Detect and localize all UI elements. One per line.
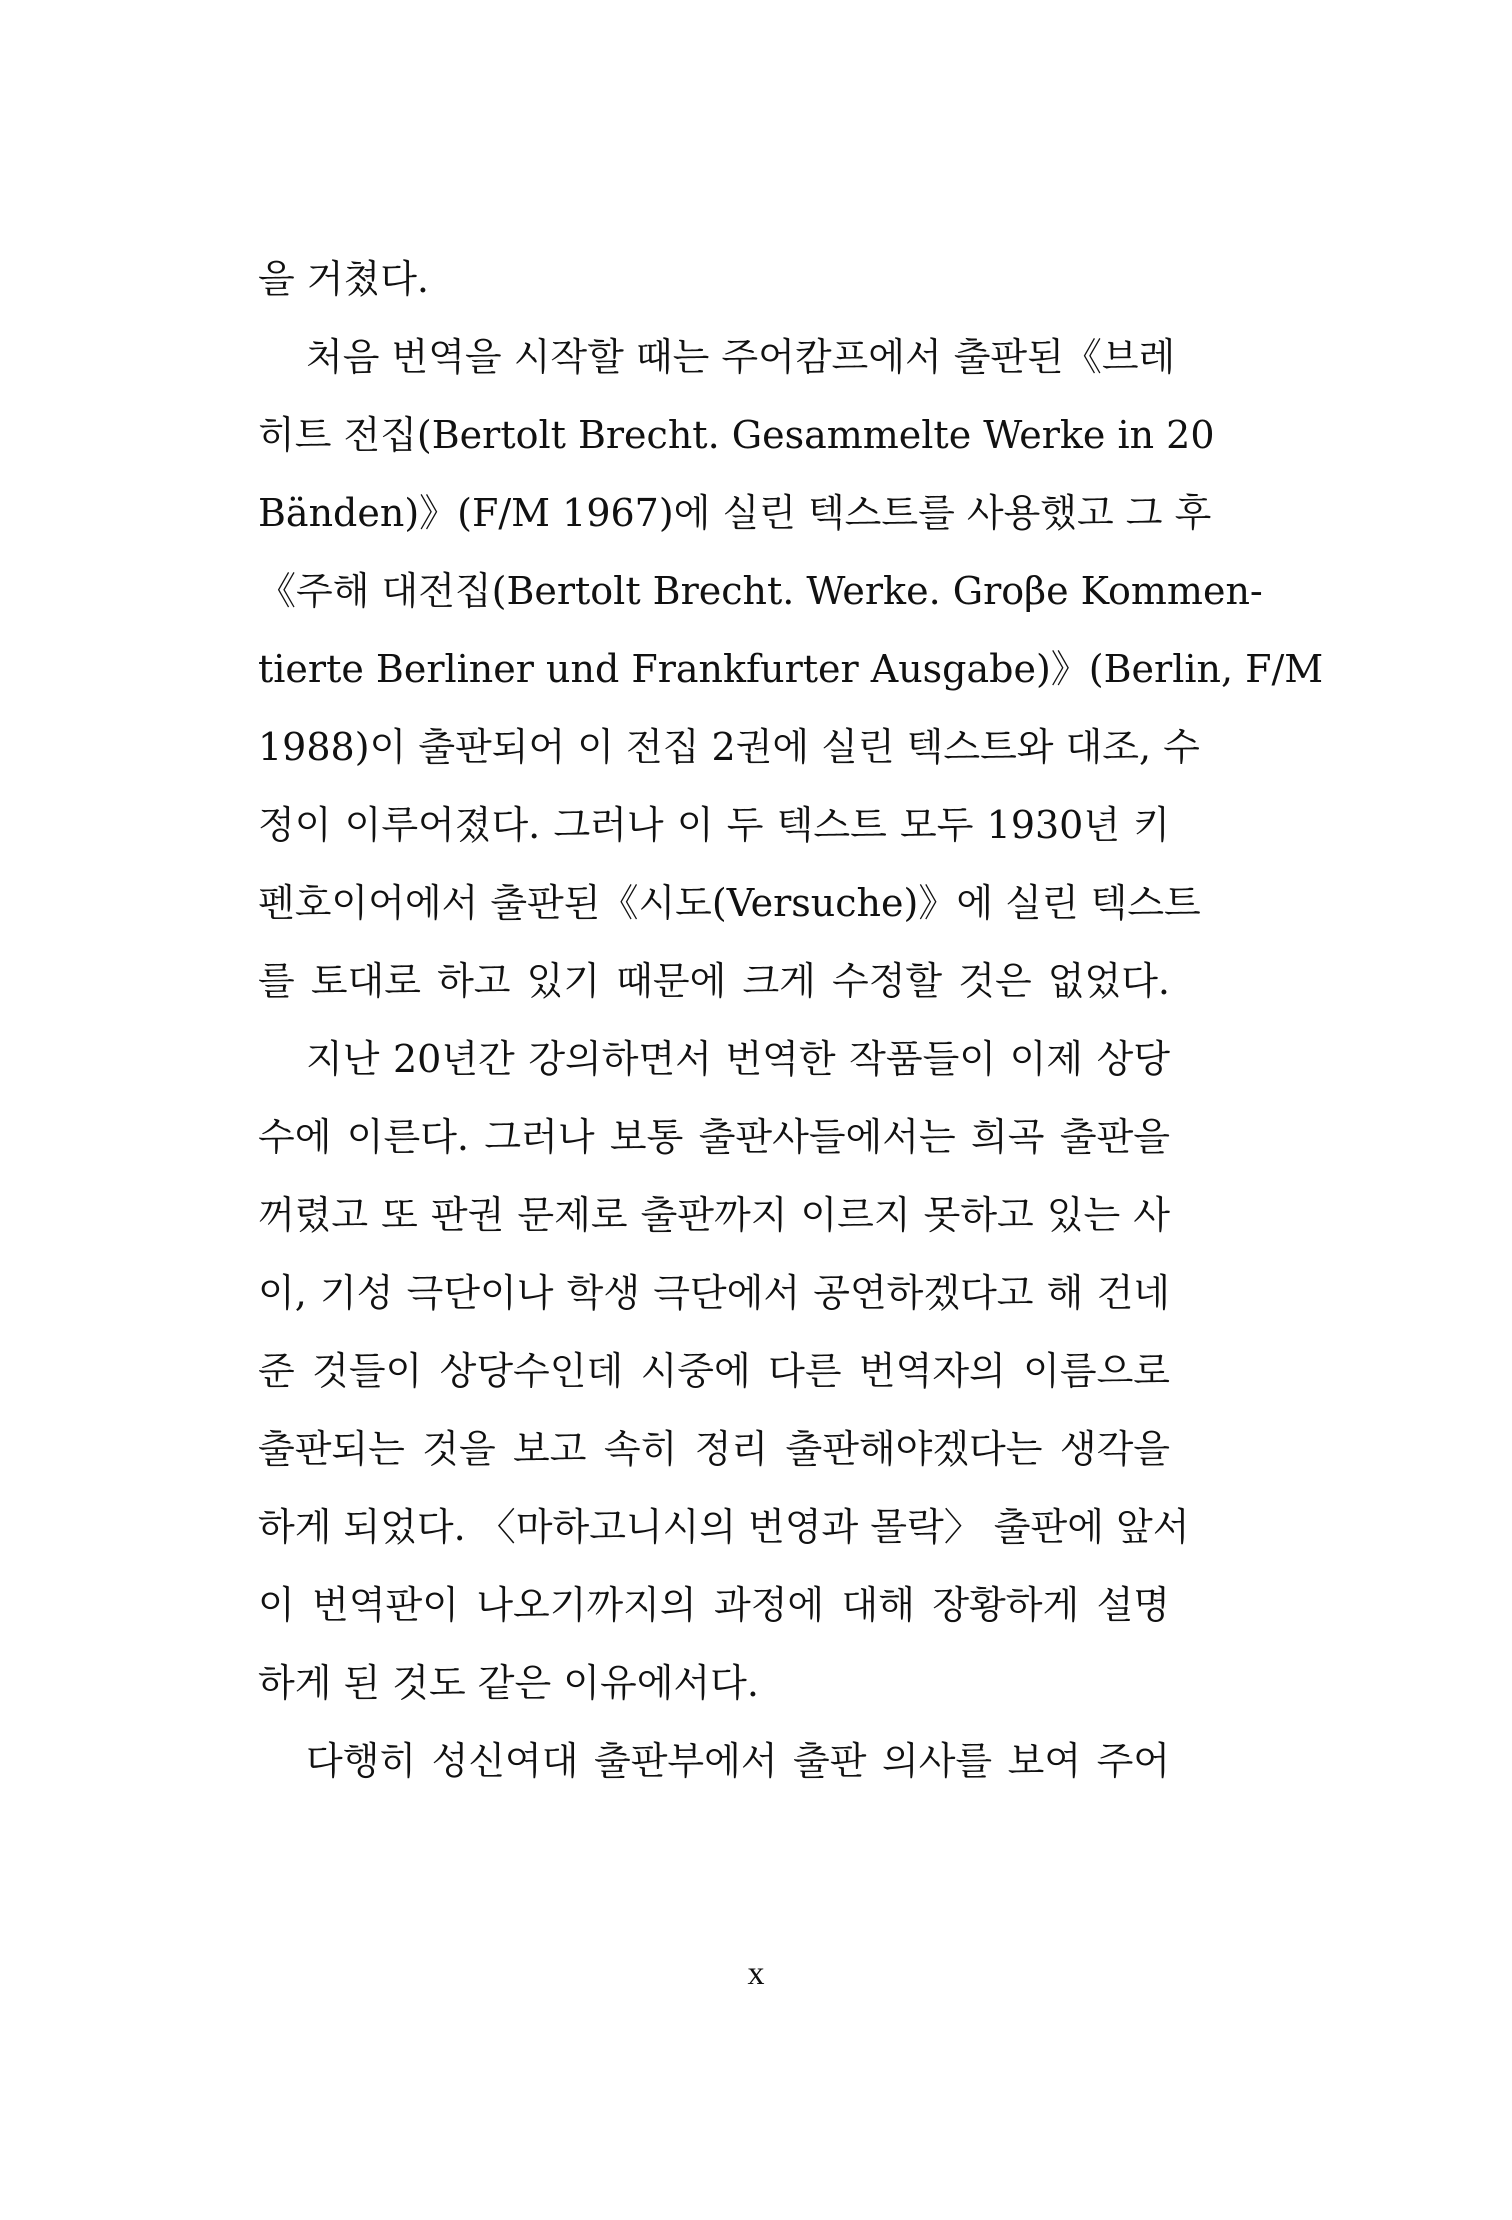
text-line: 처음 번역을 시작할 때는 주어캄프에서 출판된《브레 xyxy=(306,335,1176,379)
text-line: 펜호이어에서 출판된《시도(Versuche)》에 실린 텍스트 xyxy=(258,881,1201,925)
text-line: 준 것들이 상당수인데 시중에 다른 번역자의 이름으로 xyxy=(258,1349,1170,1393)
text-line: 정이 이루어졌다. 그러나 이 두 텍스트 모두 1930년 키 xyxy=(258,803,1170,847)
text-line: 히트 전집(Bertolt Brecht. Gesammelte Werke in 20 xyxy=(258,413,1215,457)
text-line: 수에 이른다. 그러나 보통 출판사들에서는 희곡 출판을 xyxy=(258,1115,1170,1159)
text-line: 다행히 성신여대 출판부에서 출판 의사를 보여 주어 xyxy=(306,1739,1170,1783)
text-line: 지난 20년간 강의하면서 번역한 작품들이 이제 상당 xyxy=(306,1037,1170,1081)
text-line: 출판되는 것을 보고 속히 정리 출판해야겠다는 생각을 xyxy=(258,1427,1170,1471)
text-line: 《주해 대전집(Bertolt Brecht. Werke. Groβe Kommen- xyxy=(258,569,1263,613)
text-line: 꺼렸고 또 판권 문제로 출판까지 이르지 못하고 있는 사 xyxy=(258,1193,1170,1237)
text-line: 을 거쳤다. xyxy=(258,257,429,301)
text-line: tierte Berliner und Frankfurter Ausgabe)》(Berlin, F/M xyxy=(258,647,1324,691)
text-line: 이 번역판이 나오기까지의 과정에 대해 장황하게 설명 xyxy=(258,1583,1170,1627)
text-line: 하게 된 것도 같은 이유에서다. xyxy=(258,1661,759,1705)
body-text xyxy=(258,240,1324,1800)
page-number: x xyxy=(747,1955,765,1992)
text-line: 를 토대로 하고 있기 때문에 크게 수정할 것은 없었다. xyxy=(258,959,1170,1003)
text-line: Bänden)》(F/M 1967)에 실린 텍스트를 사용했고 그 후 xyxy=(258,491,1212,535)
text-line: 이, 기성 극단이나 학생 극단에서 공연하겠다고 해 건네 xyxy=(258,1271,1170,1315)
text-line: 1988)이 출판되어 이 전집 2권에 실린 텍스트와 대조, 수 xyxy=(258,725,1200,769)
text-line: 하게 되었다. 〈마하고니시의 번영과 몰락〉 출판에 앞서 xyxy=(258,1505,1190,1549)
